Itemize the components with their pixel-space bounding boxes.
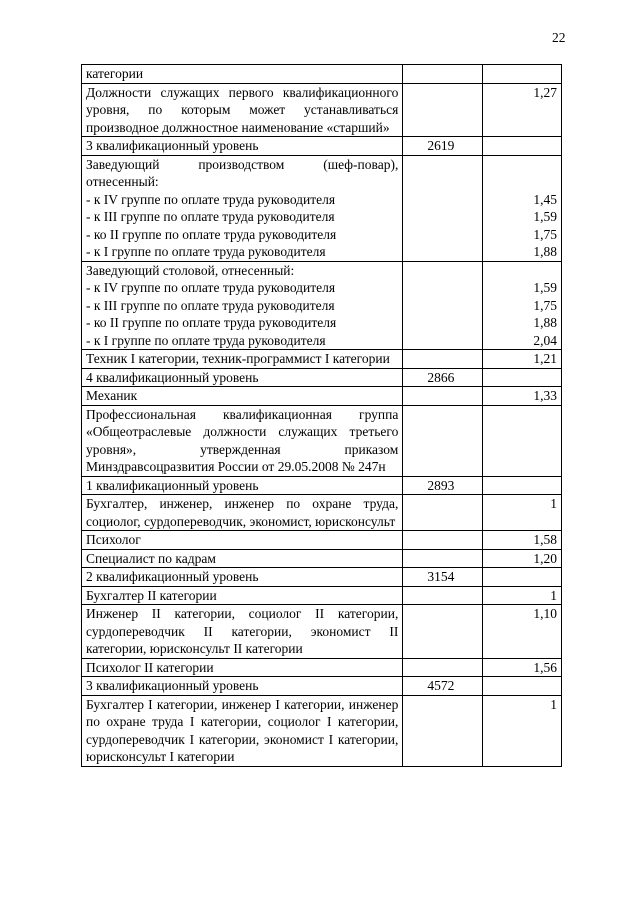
position-cell: Специалист по кадрам: [82, 549, 403, 568]
coefficient-cell: 1,56: [482, 658, 561, 677]
level-cell: 4 квалификационный уровень: [82, 368, 403, 387]
salary-cell: [403, 549, 482, 568]
coefficient-cell: 1: [482, 495, 561, 531]
position-line: - к I группе по оплате труда руководителя: [86, 244, 326, 259]
coefficient-line: 1,59: [533, 209, 557, 224]
coefficient-cell: [482, 568, 561, 587]
position-line: Заведующий столовой, отнесенный:: [86, 262, 295, 278]
salary-cell: [403, 658, 482, 677]
position-line: - к IV группе по оплате труда руководителя: [86, 280, 336, 295]
salary-cell: 2619: [403, 137, 482, 156]
coefficient-cell: [482, 476, 561, 495]
coefficient-line: 1,45: [533, 191, 557, 207]
position-cell: Бухгалтер, инженер, инженер по охране труда, социолог, сурдопереводчик, экономист, юрисконсульт: [82, 495, 403, 531]
table-row: [82, 476, 562, 495]
position-cell: Психолог: [82, 531, 403, 550]
table-row: [82, 658, 562, 677]
position-line: - к III группе по оплате труда руководителя: [86, 209, 335, 224]
coefficient-cell: [482, 368, 561, 387]
table-row: [82, 586, 562, 605]
table-row: [82, 387, 562, 406]
table-row: [82, 137, 562, 156]
coefficient-cell: 1,10: [482, 605, 561, 659]
coefficient-cell: 1: [482, 695, 561, 766]
level-cell: 1 квалификационный уровень: [82, 476, 403, 495]
salary-cell: 3154: [403, 568, 482, 587]
salary-cell: 2866: [403, 368, 482, 387]
salary-cell: [403, 387, 482, 406]
salary-cell: 4572: [403, 677, 482, 696]
level-cell: 2 квалификационный уровень: [82, 568, 403, 587]
coefficient-cell: [482, 65, 561, 84]
coefficient-line: [487, 262, 557, 280]
coefficient-line: [487, 173, 557, 191]
table-row: [82, 695, 562, 766]
table-row: [82, 677, 562, 696]
position-cell: [82, 261, 403, 350]
salary-cell: [403, 405, 482, 476]
coefficient-line: 1,88: [533, 244, 557, 259]
table-row: [82, 368, 562, 387]
salary-cell: [403, 695, 482, 766]
coefficient-line: 1,75: [533, 226, 557, 242]
position-line: - ко II группе по оплате труда руководителя: [86, 226, 337, 242]
position-cell: Механик: [82, 387, 403, 406]
position-cell: Инженер II категории, социолог II категории, сурдопереводчик II категории, экономист II категории, юрисконсульт II категории: [82, 605, 403, 659]
level-cell: 3 квалификационный уровень: [82, 677, 403, 696]
position-cell: Психолог II категории: [82, 658, 403, 677]
salary-cell: [403, 605, 482, 659]
salary-cell: [403, 531, 482, 550]
coefficient-cell: [482, 137, 561, 156]
salary-cell: [403, 350, 482, 369]
coefficient-line: 2,04: [533, 332, 557, 348]
coefficient-cell: [482, 155, 561, 261]
coefficient-cell: 1,33: [482, 387, 561, 406]
position-cell: [82, 155, 403, 261]
coefficient-cell: [482, 261, 561, 350]
level-cell: 3 квалификационный уровень: [82, 137, 403, 156]
position-cell: Бухгалтер II категории: [82, 586, 403, 605]
position-line: Заведующий производством (шеф-повар), отнесенный:: [86, 156, 399, 189]
coefficient-line: 1,88: [533, 315, 557, 330]
table-row: [82, 549, 562, 568]
salary-cell: [403, 261, 482, 350]
coefficient-cell: [482, 405, 561, 476]
position-cell: Должности служащих первого квалификационного уровня, по которым может устанавливаться производное должностное наименование «старший»: [82, 83, 403, 137]
table-row: [82, 65, 562, 84]
position-line: - ко II группе по оплате труда руководителя: [86, 315, 337, 330]
coefficient-cell: [482, 677, 561, 696]
position-line: - к IV группе по оплате труда руководителя: [86, 191, 336, 207]
salary-cell: [403, 586, 482, 605]
table-row: [82, 531, 562, 550]
coefficient-line: 1,75: [533, 297, 557, 313]
position-cell: Техник I категории, техник-программист I категории: [82, 350, 403, 369]
table-row: [82, 155, 562, 261]
table-row: [82, 350, 562, 369]
position-line: - к I группе по оплате труда руководителя: [86, 332, 326, 348]
coefficient-cell: 1: [482, 586, 561, 605]
salary-cell: [403, 495, 482, 531]
salary-cell: [403, 83, 482, 137]
coefficient-cell: 1,20: [482, 549, 561, 568]
coefficient-line: 1,59: [533, 280, 557, 295]
position-line: - к III группе по оплате труда руководителя: [86, 297, 335, 313]
coefficient-cell: 1,27: [482, 83, 561, 137]
qualification-table: [81, 64, 562, 767]
position-cell: Бухгалтер I категории, инженер I категории, инженер по охране труда I категории, социолог I категории, сурдопереводчик I категории, экономист I категории, юрисконсульт I категории: [82, 695, 403, 766]
table-row: [82, 405, 562, 476]
position-cell: категории: [82, 65, 403, 84]
group-heading-cell: Профессиональная квалификационная группа «Общеотраслевые должности служащих третьего уровня», утвержденная приказом Минздравсоцразвития России от 29.05.2008 № 247н: [82, 405, 403, 476]
table-row: [82, 83, 562, 137]
salary-cell: [403, 155, 482, 261]
coefficient-cell: 1,58: [482, 531, 561, 550]
table-row: [82, 495, 562, 531]
table-row: [82, 568, 562, 587]
coefficient-line: [487, 156, 557, 174]
table-row: [82, 605, 562, 659]
page-number: 22: [552, 30, 566, 45]
coefficient-cell: 1,21: [482, 350, 561, 369]
salary-cell: [403, 65, 482, 84]
table-row: [82, 261, 562, 350]
salary-cell: 2893: [403, 476, 482, 495]
